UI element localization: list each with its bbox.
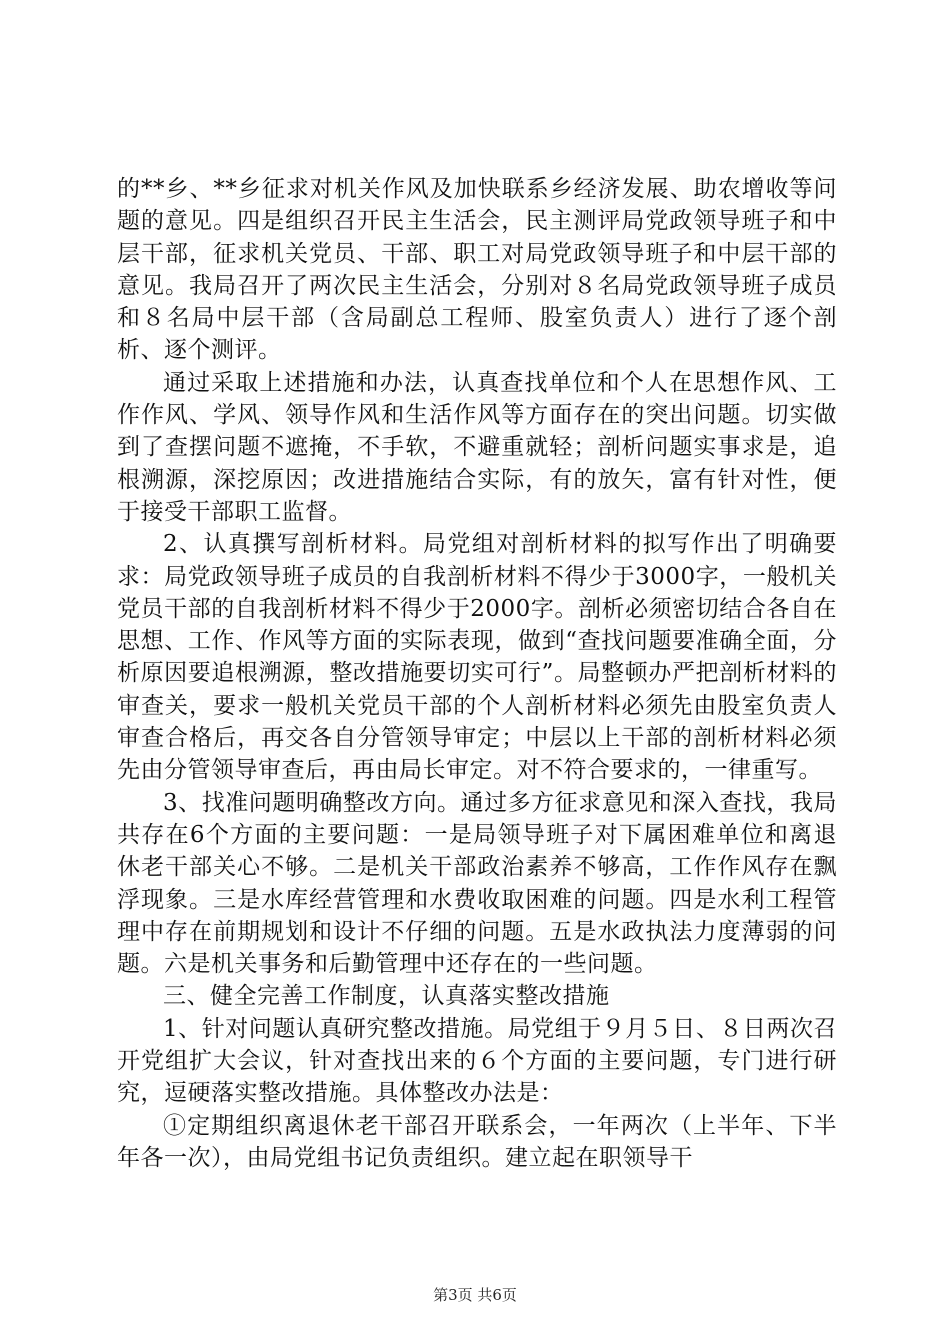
paragraph-4: 3、找准问题明确整改方向。通过多方征求意见和深入查找，我局共存在6个方面的主要问题：一是局领导班子对下属困难单位和离退休老干部关心不够。二是机关干部政治素养不够高，工作作风存在飘浮现象。三是水库经营管理和水费收取困难的问题。四是水利工程管理中存在前期规划和设计不仔细的问题。五是水政执法力度薄弱的问题。六是机关事务和后勤管理中还存在的一些问题。 (117, 789, 837, 978)
paragraph-2: 通过采取上述措施和办法，认真查找单位和个人在思想作风、工作作风、学风、领导作风和生活作风等方面存在的突出问题。切实做到了查摆问题不遮掩，不手软，不避重就轻；剖析问题实事求是，追根溯源，深挖原因；改进措施结合实际，有的放矢，富有针对性，便于接受干部职工监督。 (117, 369, 837, 525)
paragraph-7: ①定期组织离退休老干部召开联系会，一年两次（上半年、下半年各一次），由局党组书记负责组织。建立起在职领导干 (117, 1112, 837, 1171)
paragraph-1: 的**乡、**乡征求对机关作风及加快联系乡经济发展、助农增收等问题的意见。四是组织召开民主生活会，民主测评局党政领导班子和中层干部，征求机关党员、干部、职工对局党政领导班子和中层干部的意见。我局召开了两次民主生活会，分别对８名局党政领导班子成员和８名局中层干部（含局副总工程师、股室负责人）进行了逐个剖析、逐个测评。 (117, 176, 837, 364)
paragraph-6: 1、针对问题认真研究整改措施。局党组于９月５日、８日两次召开党组扩大会议，针对查找出来的６个方面的主要问题，专门进行研究，逗硬落实整改措施。具体整改办法是： (117, 1015, 837, 1107)
document-body (117, 173, 837, 1174)
paragraph-3: 2、认真撰写剖析材料。局党组对剖析材料的拟写作出了明确要求：局党政领导班子成员的自我剖析材料不得少于3000字，一般机关党员干部的自我剖析材料不得少于2000字。剖析必须密切结合各自在思想、工作、作风等方面的实际表现，做到“查找问题要准确全面，分析原因要追根溯源，整改措施要切实可行”。局整顿办严把剖析材料的审查关，要求一般机关党员干部的个人剖析材料必须先由股室负责人审查合格后，再交各自分管领导审定；中层以上干部的剖析材料必须先由分管领导审查后，再由局长审定。对不符合要求的，一律重写。 (117, 531, 837, 784)
section-heading-3: 三、健全完善工作制度，认真落实整改措施 (163, 983, 610, 1010)
page-number-footer: 第3页 共6页 (433, 1286, 517, 1304)
